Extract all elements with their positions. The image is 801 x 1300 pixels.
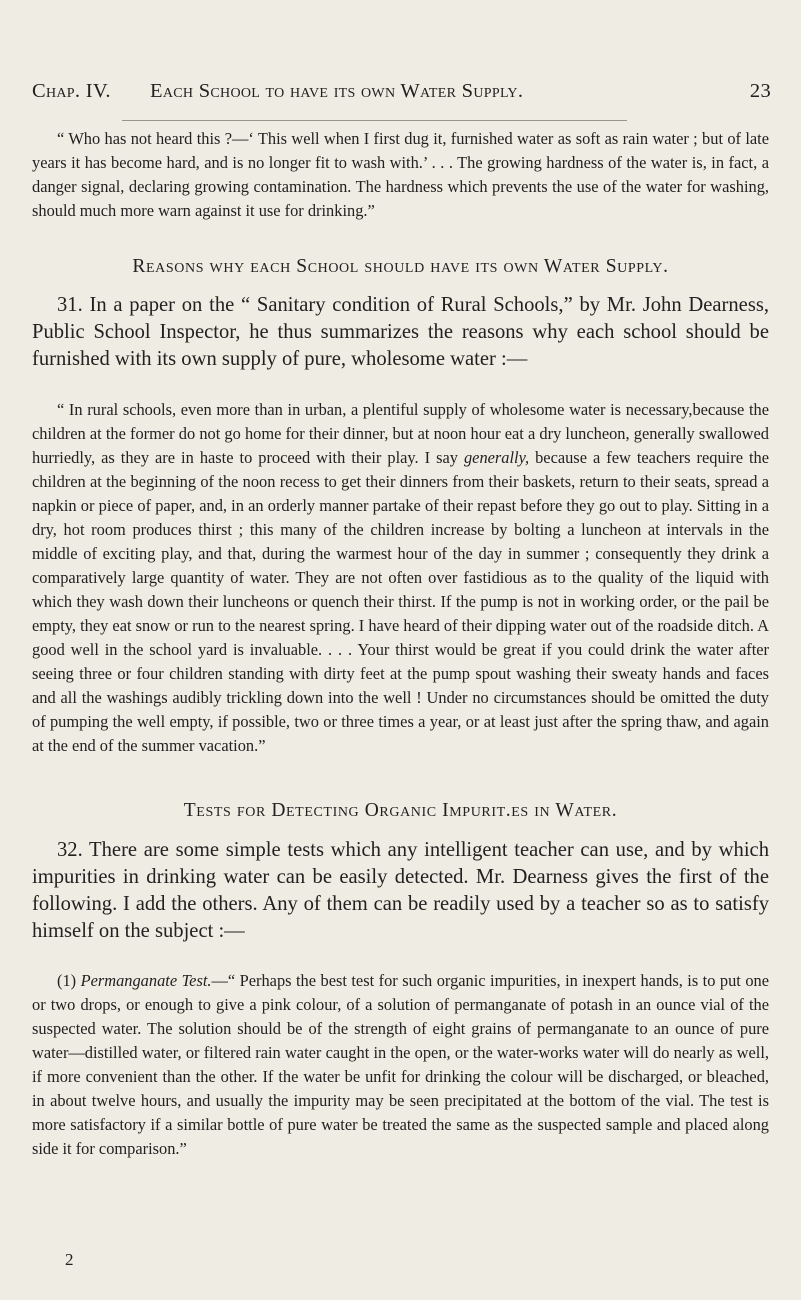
permanganate-test-text: [32, 969, 769, 1161]
paragraph-32: [32, 837, 769, 945]
test-number: (1): [57, 971, 81, 990]
dearness-quote-emphasis: generally,: [463, 448, 530, 467]
permanganate-test: [32, 969, 769, 1161]
dearness-quote: [32, 398, 769, 758]
paragraph-32-text: 32. There are some simple tests which any intelligent teacher can use, and by which impurities in drinking water can be easily detected. Mr. Dearness gives the first of the following. I add the others. Any of them can be readily used by a teacher so as to satisfy himself on the subject :—: [32, 839, 769, 942]
header-rule: [122, 120, 627, 121]
page-number: 23: [749, 80, 771, 102]
paragraph-31: [32, 292, 769, 373]
running-title: Each School to have its own Water Supply.: [150, 80, 524, 102]
paragraph-31-text: 31. In a paper on the “ Sanitary condition of Rural Schools,” by Mr. John Dearness, Public School Inspector, he thus summarizes the reasons why each school should be furnished with its own supply of pure, wholesome water :—: [32, 294, 769, 370]
signature-mark: 2: [65, 1250, 74, 1269]
opening-quote-text: “ Who has not heard this ?—‘ This well when I first dug it, furnished water as soft as rain water ; but of late years it has become hard, and is no longer fit to wash with.’ . . . The growing hardness of the water is, in fact, a danger signal, declaring growing contamination. The hardness which prevents the use of the water for washing, should much more warn against it use for drinking.”: [32, 129, 769, 220]
test-title: Permanganate Test.: [80, 971, 212, 990]
test-body: —“ Perhaps the best test for such organic impurities, in inexpert hands, is to put one or two drops, or enough to give a pink colour, of a solution of permanganate of potash in an ounce vial of the suspected water. The solution should be of the strength of eight grains of permanganate to an ounce of pure water—distilled water, or filtered rain water caught in the open, or the water-works water will do nearly as well, if more convenient than the other. If the water be unfit for drinking the colour will be discharged, or bleached, in about twelve hours, and usually the impurity may be seen precipitated at the bottom of the vial. The test is more satisfactory if a similar bottle of pure water be treated the same as the suspected sample and placed along side it for comparison.”: [32, 971, 769, 1158]
dearness-quote-part-a: “ In rural schools, even more than in urban, a plentiful supply of wholesome water is necessary,because the children at the former do not go home for their dinner, but at noon hour eat a dry luncheon, generally swallowed hurriedly, as they are in haste to proceed with their play. I say: [32, 400, 769, 467]
running-header: [32, 80, 771, 108]
chapter-label: Chap. IV.: [32, 80, 111, 102]
section-heading-tests: Tests for Detecting Organic Impurit.es in Water.: [183, 800, 618, 821]
section-heading-reasons: Reasons why each School should have its own Water Supply.: [132, 256, 669, 277]
dearness-quote-text: [32, 398, 769, 758]
opening-quote: [32, 127, 769, 223]
dearness-quote-part-b: because a few teachers require the children at the beginning of the noon recess to get their dinners from their baskets, return to their seats, spread a napkin or piece of paper, and, in an orderly manner partake of their repast before they go out to play. Sitting in a dry, hot room produces thirst ; this many of the children increase by bolting a luncheon at intervals in the middle of exciting play, and that, during the warmest hour of the day in summer ; consequently they drink a comparatively large quantity of water. They are not often over fastidious as to the quality of the liquid with which they wash down their luncheons or quench their thirst. If the pump is not in working order, or the pail be empty, they eat snow or run to the nearest spring. I have heard of their dipping water out of the roadside ditch. A good well in the school yard is invaluable. . . . Your thirst would be great if you could drink the water after seeing three or four children standing with dirty feet at the pump spout washing their sweaty hands and faces and all the washings audibly trickling down into the well ! Under no circumstances should be omitted the duty of pumping the well empty, if possible, two or three times a year, or at least just after the spring thaw, and again at the end of the summer vacation.”: [32, 448, 770, 755]
